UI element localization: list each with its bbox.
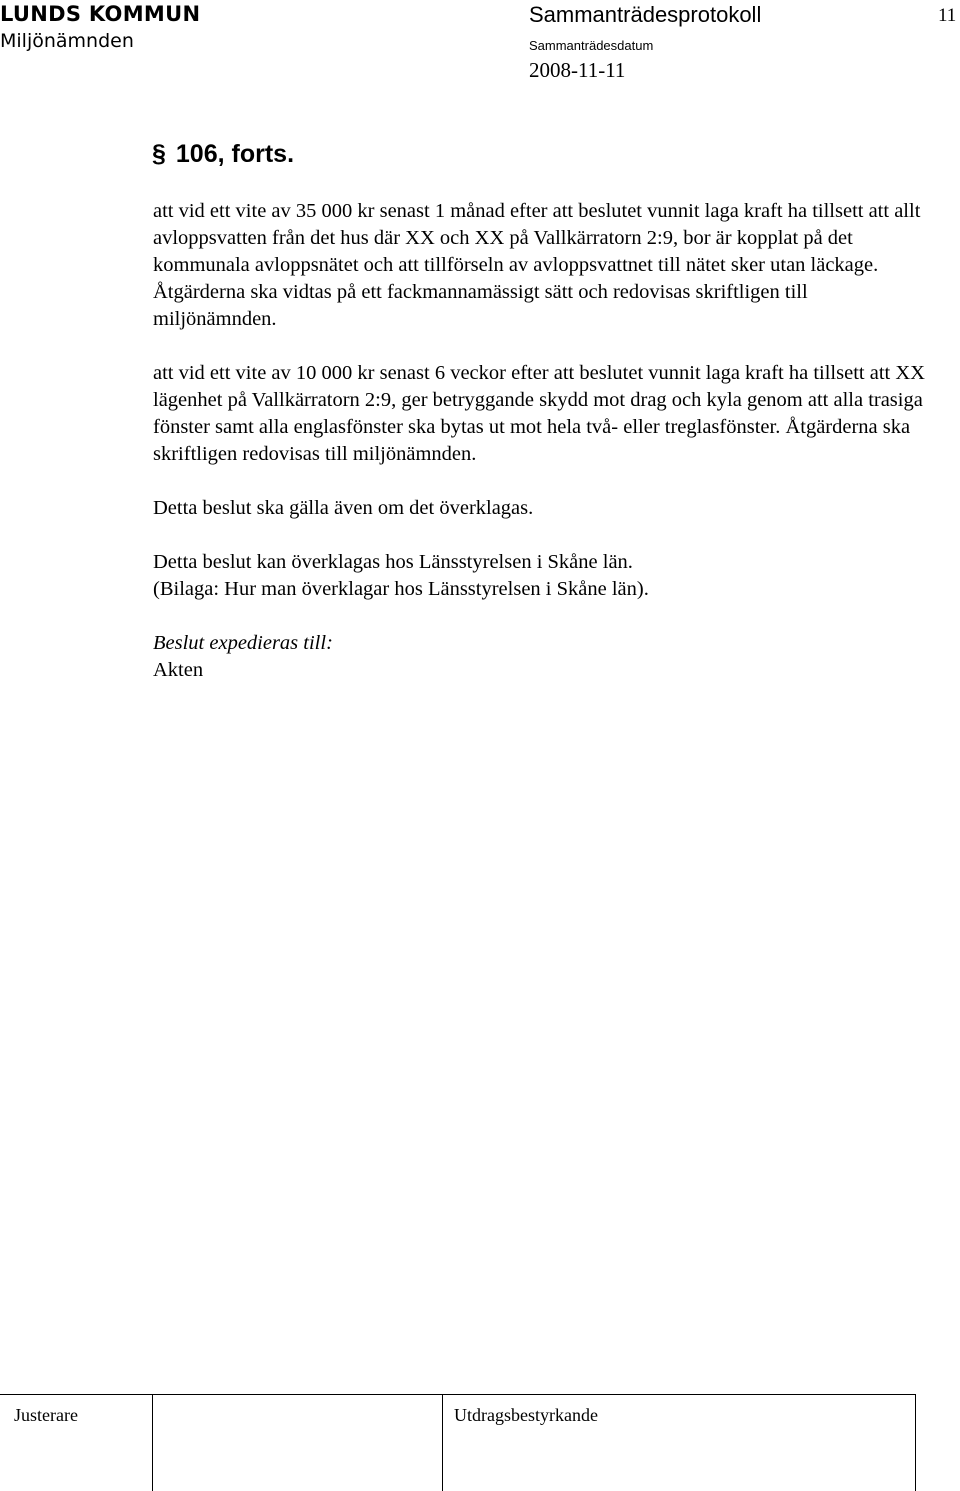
adjuster-label: Justerare bbox=[14, 1405, 78, 1425]
organization-name: LUNDS KOMMUN bbox=[0, 2, 201, 26]
department-name: Miljönämnden bbox=[0, 30, 134, 52]
page-number: 11 bbox=[938, 5, 957, 26]
decision-body bbox=[153, 198, 928, 684]
certification-box-divider bbox=[442, 1395, 443, 1491]
dispatch-recipient: Akten bbox=[153, 659, 204, 681]
meeting-date: 2008-11-11 bbox=[529, 58, 626, 82]
decision-paragraph-1: att vid ett vite av 35 000 kr senast 1 månad efter att beslutet vunnit laga kraft ha tillsett att allt avloppsvatten från det hus där XX och XX på Vallkärratorn 2:9, bor är kopplat på det kommunala avloppsnätet och att tillförseln av avloppsvattnet till nätet sker utan läckage. Åtgärderna ska vidtas på ett fackmannamässigt sätt och redovisas skriftligen till miljönämnden. bbox=[153, 200, 921, 330]
appeal-instructions: Detta beslut kan överklagas hos Länsstyrelsen i Skåne län. bbox=[153, 551, 633, 573]
certification-label: Utdragsbestyrkande bbox=[454, 1405, 598, 1425]
appeal-validity-note: Detta beslut ska gälla även om det överklagas. bbox=[153, 497, 534, 519]
meeting-date-label: Sammanträdesdatum bbox=[529, 38, 654, 53]
section-symbol: § bbox=[152, 140, 166, 168]
appendix-note: (Bilaga: Hur man överklagar hos Länsstyrelsen i Skåne län). bbox=[153, 578, 649, 600]
dispatch-label: Beslut expedieras till: bbox=[153, 632, 333, 654]
signature-footer bbox=[0, 1394, 916, 1491]
section-heading bbox=[152, 140, 294, 169]
adjuster-signature-box bbox=[152, 1395, 153, 1491]
certification-box-edge bbox=[915, 1395, 916, 1491]
document-type: Sammanträdesprotokoll bbox=[529, 2, 762, 27]
decision-paragraph-2: att vid ett vite av 10 000 kr senast 6 veckor efter att beslutet vunnit laga kraft ha tillsett att XX lägenhet på Vallkärratorn 2:9, ger betryggande skydd mot drag och kyla genom att alla trasiga fönster samt alla englasfönster ska bytas ut mot hela två- eller treglasfönster. Åtgärderna ska skriftligen redovisas till miljönämnden. bbox=[153, 362, 925, 465]
section-heading-text: 106, forts. bbox=[175, 140, 295, 168]
